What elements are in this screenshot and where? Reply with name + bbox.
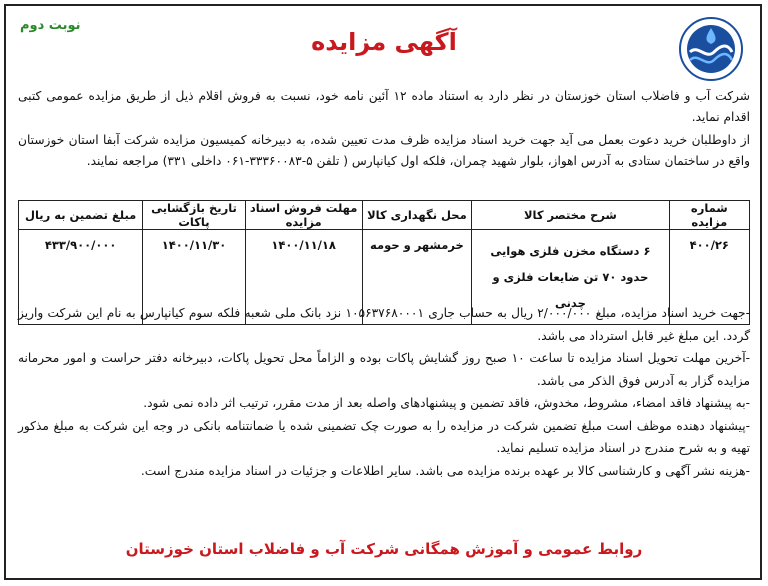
- col-auction-number: شماره مزایده: [669, 201, 749, 230]
- note-item: -جهت خرید اسناد مزایده، مبلغ ۲/۰۰۰/۰۰۰ ریال به حساب جاری ۱۰۵۶۳۷۶۸۰۰۰۱ نزد بانک ملی شعبه فلکه سوم کیانپارس به نام این شرکت واریز گردد. این مبلغ غیر قابل استرداد می باشد.: [18, 306, 750, 343]
- cell-document-deadline: ۱۴۰۰/۱۱/۱۸: [245, 230, 362, 325]
- notice-title: آگهی مزایده: [311, 28, 457, 56]
- note-item: -هزینه نشر آگهی و کارشناسی کالا بر عهده برنده مزایده می باشد. سایر اطلاعات و جزئیات در اسناد مزایده مندرج است.: [140, 463, 750, 478]
- cell-auction-number: ۴۰۰/۲۶: [669, 230, 749, 325]
- round-badge: نوبت دوم: [20, 18, 81, 33]
- cell-storage-location: خرمشهر و حومه: [362, 230, 472, 325]
- col-document-deadline: مهلت فروش اسناد مزایده: [245, 201, 362, 230]
- intro-paragraph-2: از داوطلبان خرید دعوت بعمل می آید جهت خرید اسناد مزایده ظرف مدت تعیین شده، به دبیرخانه کمیسیون مزایده شرکت آبفا استان خوزستان واقع در ساختمان ستادی به آدرس اهواز، بلوار شهید چمران، فلکه اول کیانپارس ( تلفن ۵-۳۳۳۶۰۰۸۳-۰۶۱ داخلی ۳۳۱) مراجعه نمایند.: [18, 133, 750, 168]
- cell-guarantee-amount: ۴۳۳/۹۰۰/۰۰۰: [19, 230, 143, 325]
- col-item-description: شرح مختصر کالا: [472, 201, 669, 230]
- note-item: -آخرین مهلت تحویل اسناد مزایده تا ساعت ۱۰ صبح روز گشایش پاکات بوده و الزاماً محل تحویل پاکات، دبیرخانه دفتر حراست و امور محرمانه مزایده گزار به آدرس فوق الذکر می باشد.: [18, 351, 750, 388]
- intro-paragraph-1: شرکت آب و فاضلاب استان خوزستان در نظر دارد به استناد ماده ۱۲ آئین نامه خود، نسبت به فروش اقلام ذیل از طریق مزایده عمومی کتبی اقدام نماید.: [18, 89, 750, 124]
- col-guarantee-amount: مبلغ تضمین به ریال: [19, 201, 143, 230]
- footer-signature: روابط عمومی و آموزش همگانی شرکت آب و فاضلاب استان خوزستان: [125, 540, 643, 558]
- cell-item-description: ۶ دستگاه مخزن فلزی هوایی حدود ۷۰ تن ضایعات فلزی و چدنی: [472, 230, 669, 325]
- note-item: -به پیشنهاد فاقد امضاء، مشروط، مخدوش، فاقد تضمین و پیشنهادهای واصله بعد از مدت مقرر، ترتیب اثر داده نمی شود.: [143, 396, 750, 410]
- table-header-row: [19, 201, 750, 230]
- notes-section: [18, 302, 750, 482]
- cell-opening-date: ۱۴۰۰/۱۱/۳۰: [143, 230, 245, 325]
- col-opening-date: تاریخ بازگشایی پاکات: [143, 201, 245, 230]
- col-storage-location: محل نگهداری کالا: [362, 201, 472, 230]
- note-item: -پیشنهاد دهنده موظف است مبلغ تضمین شرکت در مزایده را به صورت چک تضمینی شده یا ضمانتنامه بانکی در وجه این شرکت به مبلغ مذکور تهیه و به شرح مندرج در اسناد مزایده تسلیم نماید.: [18, 418, 750, 455]
